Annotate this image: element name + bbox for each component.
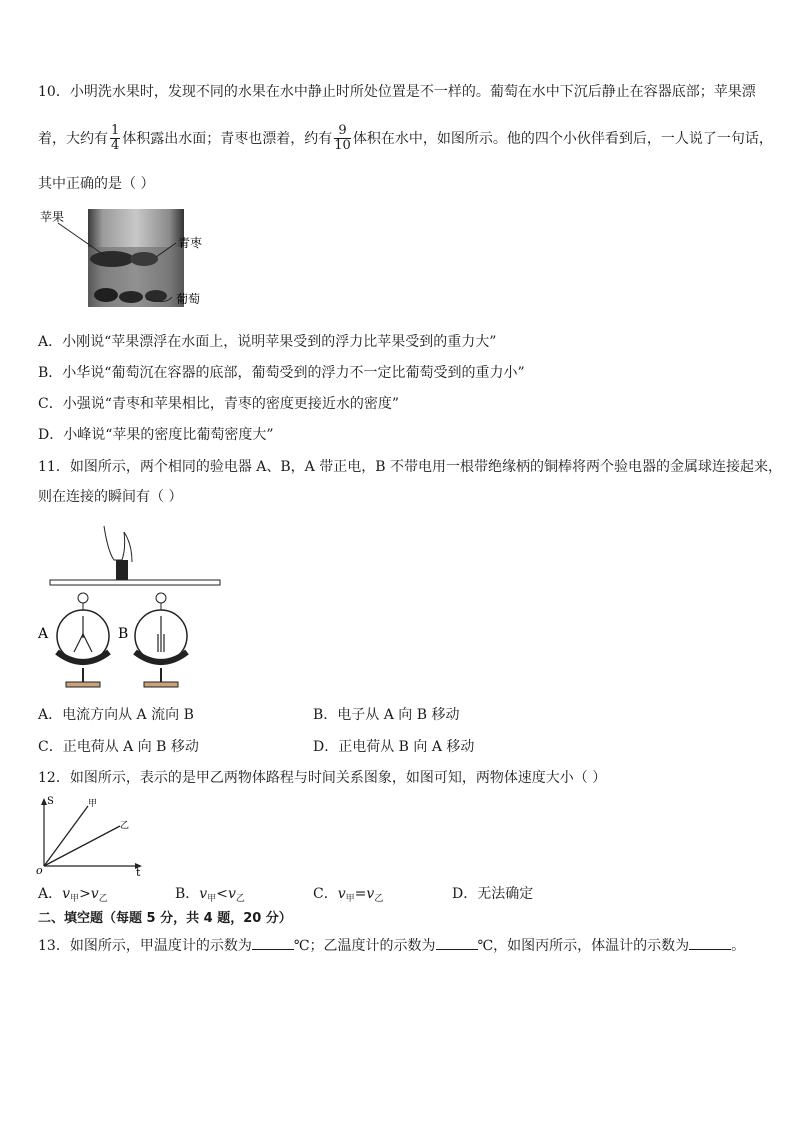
axis-label-t: t: [136, 866, 141, 876]
subscript-yi: 乙: [235, 894, 245, 904]
q12-option-d: D．无法确定: [452, 886, 534, 902]
option-prefix: A．: [38, 886, 63, 902]
fraction-denominator: 4: [111, 137, 120, 153]
fraction-denominator: 10: [334, 137, 351, 153]
metal-ball: [156, 593, 166, 603]
label-grape: 葡萄: [176, 292, 201, 306]
q10-line3: 其中正确的是（ ）: [38, 176, 155, 192]
origin-label: o: [36, 864, 43, 876]
subscript-jia: 甲: [345, 894, 355, 904]
q10-option-c: C．小强说“青枣和苹果相比，青枣的密度更接近水的密度”: [38, 396, 400, 412]
q13-part-c: ℃，如图丙所示，体温计的示数为: [477, 938, 690, 954]
grape-shape: [145, 290, 167, 302]
electroscope-b: [135, 593, 187, 687]
q10-line2: [38, 120, 773, 156]
option-prefix: B．: [175, 886, 200, 902]
q10-option-a: A．小刚说“苹果漂浮在水面上，说明苹果受到的浮力比苹果受到的重力大”: [38, 334, 497, 350]
answer-blank-jia[interactable]: [252, 937, 294, 950]
q12-line1: 12．如图所示，表示的是甲乙两物体路程与时间关系图象，如图可知，两物体速度大小（ ）: [38, 770, 607, 786]
grape-shape: [119, 291, 143, 303]
metal-ball: [78, 593, 88, 603]
subscript-jia: 甲: [70, 894, 80, 904]
fraction-nine-tenths: [334, 124, 351, 153]
jujube-shape: [130, 252, 158, 266]
fruit-beaker-figure: [36, 205, 216, 311]
velocity-symbol: v: [90, 886, 99, 902]
q11-option-c: C．正电荷从 A 向 B 移动: [38, 739, 199, 755]
section-heading-fill-blank: 二、填空题（每题 5 分，共 4 题，20 分）: [38, 911, 292, 926]
q12-option-b: [175, 885, 245, 905]
velocity-symbol: v: [366, 886, 375, 902]
fraction-one-quarter: [110, 124, 120, 153]
copper-rod: [50, 580, 220, 585]
q12-option-a: [38, 885, 108, 905]
velocity-symbol: v: [62, 886, 71, 902]
relation: >: [79, 886, 91, 902]
hand-finger: [124, 532, 132, 562]
label-jia: 甲: [88, 799, 98, 809]
hand-outline: [104, 526, 125, 560]
line-yi: [44, 826, 120, 866]
q13-part-a: 13．如图所示，甲温度计的示数为: [38, 938, 252, 954]
base: [144, 682, 178, 687]
q11-line1: 11．如图所示，两个相同的验电器 A、B，A 带正电，B 不带电用一根带绝缘柄的铜棒将两个验电器的金属球连接起来，: [38, 459, 782, 475]
base: [66, 682, 100, 687]
q11-option-b: B．电子从 A 向 B 移动: [313, 707, 460, 723]
label-jujube: 青枣: [178, 236, 203, 250]
line-jia: [44, 806, 88, 866]
velocity-symbol: v: [337, 886, 346, 902]
grape-shape: [94, 288, 118, 302]
q10-line2-a: 着，大约有: [38, 131, 108, 147]
velocity-symbol: v: [227, 886, 236, 902]
electroscope-a: [57, 593, 109, 687]
q10-line2-b: 体积露出水面；青枣也漂着，约有: [122, 131, 333, 147]
q11-option-a: A．电流方向从 A 流向 B: [38, 707, 194, 723]
subscript-jia: 甲: [207, 894, 217, 904]
q10-line1: 10．小明洗水果时，发现不同的水果在水中静止时所处位置是不一样的。葡萄在水中下沉后静止在容器底部；苹果漂: [38, 84, 756, 100]
q11-option-d: D．正电荷从 B 向 A 移动: [313, 739, 475, 755]
label-apple: 苹果: [40, 210, 65, 224]
fraction-numerator: 9: [334, 124, 351, 139]
apple-shape: [90, 251, 134, 267]
q10-option-b: B．小华说“葡萄沉在容器的底部，葡萄受到的浮力不一定比葡萄受到的重力小”: [38, 365, 525, 381]
q10-line2-c: 体积在水中，如图所示。他的四个小伙伴看到后，一人说了一句话，: [352, 131, 773, 147]
subscript-yi: 乙: [374, 894, 384, 904]
relation: <: [216, 886, 228, 902]
answer-blank-clinical[interactable]: [689, 937, 731, 950]
electroscope-figure: [36, 522, 232, 694]
label-yi: 乙: [120, 821, 130, 831]
axis-label-s: S: [47, 796, 54, 807]
option-prefix: C．: [313, 886, 338, 902]
q12-option-c: [313, 885, 383, 905]
q11-line2: 则在连接的瞬间有（ ）: [38, 489, 183, 505]
q10-option-d: D．小峰说“苹果的密度比葡萄密度大”: [38, 427, 274, 443]
insulating-handle: [116, 560, 128, 582]
q13-line: [38, 937, 745, 955]
fraction-numerator: 1: [111, 122, 120, 138]
label-b: B: [118, 626, 129, 642]
distance-time-graph: [36, 794, 148, 876]
velocity-symbol: v: [199, 886, 208, 902]
subscript-yi: 乙: [98, 894, 108, 904]
q13-part-d: 。: [731, 938, 746, 954]
label-a: A: [38, 626, 49, 642]
relation: =: [354, 886, 367, 902]
q13-part-b: ℃；乙温度计的示数为: [293, 938, 436, 954]
answer-blank-yi[interactable]: [436, 937, 478, 950]
